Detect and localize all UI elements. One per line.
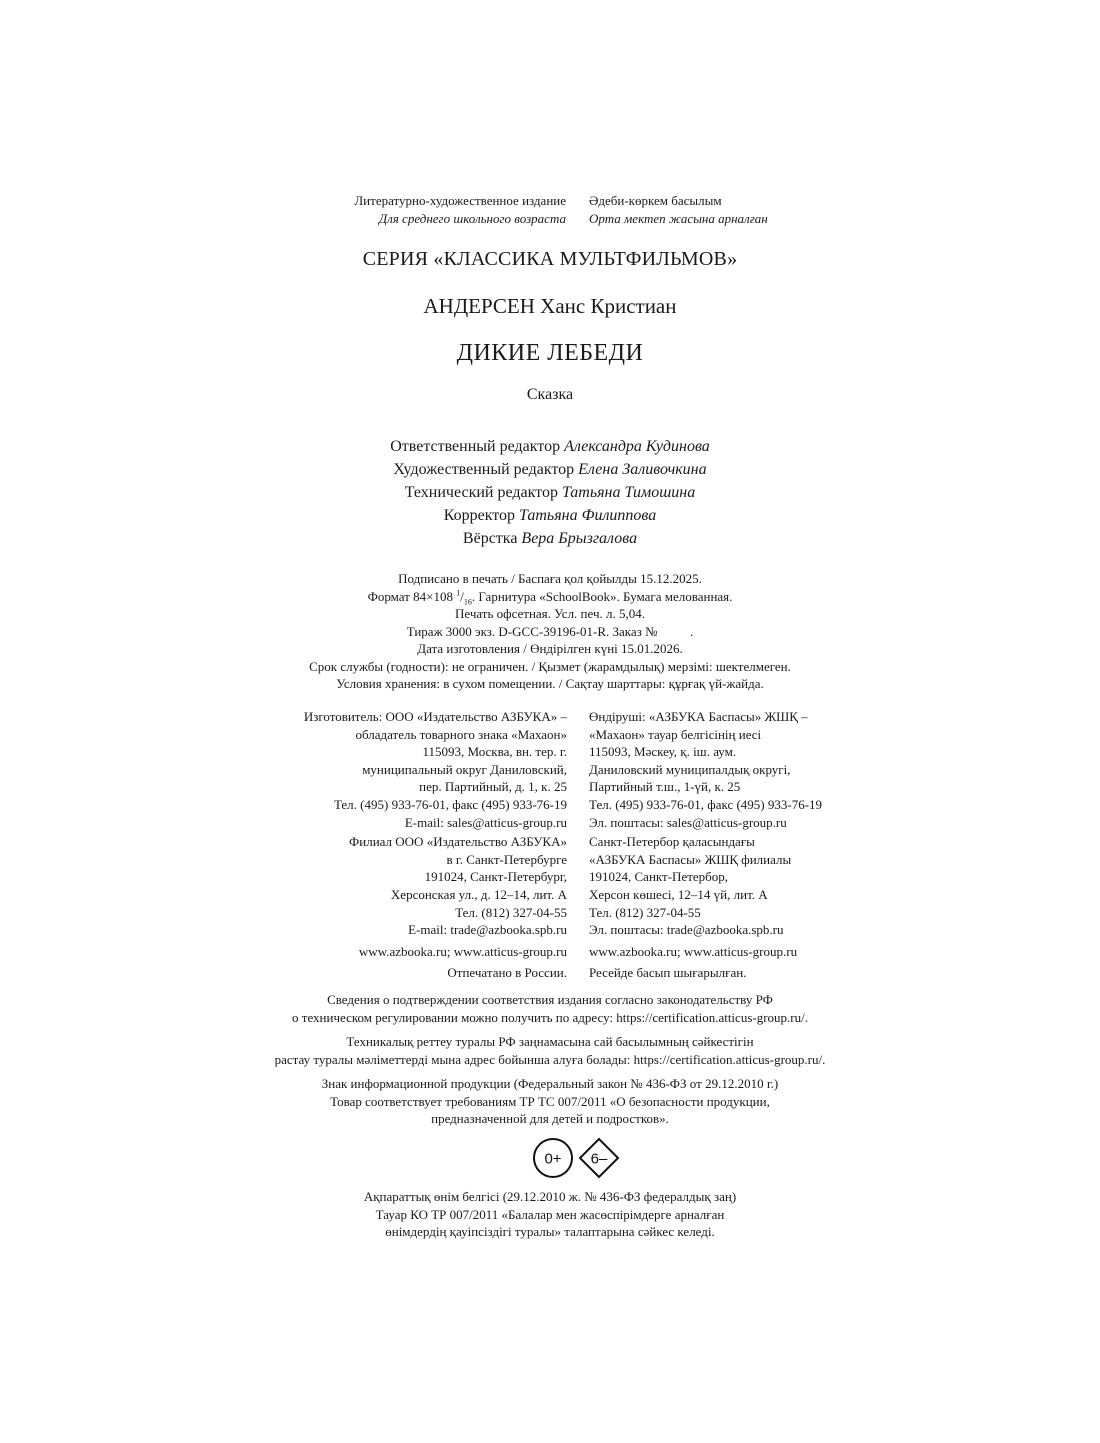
text-line: Изготовитель: ООО «Издательство АЗБУКА» – bbox=[303, 709, 567, 724]
text-line: өнімдердің қауіпсіздігі туралы» талаптарына сәйкес келеді. bbox=[385, 1224, 715, 1239]
text-line: Отпечатано в России. bbox=[447, 965, 567, 981]
text-line: Херсонская ул., д. 12–14, лит. А bbox=[390, 886, 567, 902]
text-line: Знак информационной продукции (Федеральный закон № 436-ФЗ от 29.12.2010 г.) bbox=[321, 1076, 779, 1091]
age-circle-label: 0+ bbox=[544, 1150, 562, 1168]
text-line: Партийный т.ш., 1-үй, к. 25 bbox=[589, 779, 741, 795]
credit-person: Татьяна Тимошина bbox=[561, 484, 696, 501]
text-line: 115093, Мәскеу, қ. іш. аум. bbox=[589, 744, 737, 760]
text-line: www.azbooka.ru; www.atticus-group.ru bbox=[358, 943, 567, 959]
imprint-block bbox=[0, 570, 1100, 693]
author-name: АНДЕРСЕН Ханс Кристиан bbox=[423, 294, 677, 318]
credit-line bbox=[0, 527, 1100, 550]
text-line: E-mail: trade@azbooka.spb.ru bbox=[408, 922, 567, 938]
book-title: ДИКИЕ ЛЕБЕДИ bbox=[456, 340, 644, 366]
credit-role: Художественный редактор bbox=[393, 461, 575, 478]
imprint-format: Формат 84×108 $^1/_{16}$. Гарнитура «SchoolBook». Бумага мелованная. bbox=[367, 588, 733, 607]
age-group-kz: Орта мектеп жасына арналған bbox=[589, 211, 768, 226]
age-group-ru: Для среднего школьного возраста bbox=[378, 211, 566, 226]
imprint-date: Дата изготовления / Өндірілген күні 15.01.2026. bbox=[417, 641, 683, 656]
text-line: о техническом регулировании можно получить по адресу: https://certification.atticus-group.ru/. bbox=[292, 1009, 808, 1025]
credit-role: Корректор bbox=[443, 507, 516, 524]
text-line: Сведения о подтверждении соответствия издания согласно законодательству РФ bbox=[327, 992, 773, 1007]
credits bbox=[0, 435, 1100, 550]
imprint-print: Печать офсетная. Усл. печ. л. 5,04. bbox=[454, 606, 645, 621]
imprint-signed: Подписано в печать / Баспаға қол қойылды 15.12.2025. bbox=[398, 571, 702, 586]
credit-line bbox=[0, 435, 1100, 458]
text-line: обладатель товарного знака «Махаон» bbox=[355, 726, 567, 742]
text-line: Ресейде басып шығарылған. bbox=[589, 965, 747, 981]
text-line: Тел. (495) 933-76-01, факс (495) 933-76-19 bbox=[333, 796, 567, 812]
text-line: пер. Партийный, д. 1, к. 25 bbox=[419, 779, 567, 795]
text-line: Өндіруші: «АЗБУКА Баспасы» ЖШҚ – bbox=[589, 709, 808, 724]
age-rating-badges bbox=[531, 1136, 625, 1180]
credit-role: Ответственный редактор bbox=[390, 438, 561, 455]
text-line: 191024, Санкт-Петербор, bbox=[589, 869, 729, 885]
credit-role: Вёрстка bbox=[462, 530, 518, 547]
credit-person: Елена Заливочкина bbox=[578, 461, 707, 478]
credit-role: Технический редактор bbox=[404, 484, 558, 501]
certification-kz bbox=[0, 1033, 1100, 1068]
credit-person: Вера Брызгалова bbox=[521, 530, 638, 547]
info-sign-ru bbox=[0, 1075, 1100, 1128]
credit-line bbox=[0, 481, 1100, 504]
series-title: СЕРИЯ «КЛАССИКА МУЛЬТФИЛЬМОВ» bbox=[362, 248, 738, 270]
text-line: Тауар КО ТР 007/2011 «Балалар мен жасөспірімдерге арналған bbox=[375, 1206, 725, 1222]
imprint-shelf-life: Срок службы (годности): не ограничен. / Қызмет (жарамдылық) мерзімі: шектелмеген. bbox=[309, 658, 791, 674]
text-line: www.azbooka.ru; www.atticus-group.ru bbox=[589, 943, 798, 959]
text-line: Даниловский муниципалдық округі, bbox=[589, 761, 791, 777]
text-line: Эл. поштасы: sales@atticus-group.ru bbox=[589, 814, 787, 830]
credit-person: Татьяна Филиппова bbox=[519, 507, 657, 524]
text-line: Санкт-Петербор қаласындағы bbox=[589, 834, 755, 850]
text-line: Ақпараттық өнім белгісі (29.12.2010 ж. № 436-ФЗ федералдық заң) bbox=[363, 1189, 737, 1204]
age-diamond-label: 6– bbox=[590, 1150, 608, 1168]
edition-type-kz: Әдеби-көркем басылым bbox=[589, 193, 722, 208]
text-line: в г. Санкт-Петербурге bbox=[446, 851, 567, 867]
text-line: E-mail: sales@atticus-group.ru bbox=[404, 814, 567, 830]
imprint-run: Тираж 3000 экз. D-GCC-39196-01-R. Заказ № . bbox=[406, 623, 694, 639]
text-line: муниципальный округ Даниловский, bbox=[362, 761, 567, 777]
text-line: Тел. (812) 327-04-55 bbox=[455, 904, 567, 920]
text-line: 191024, Санкт-Петербург, bbox=[424, 869, 567, 885]
text-line: Тел. (812) 327-04-55 bbox=[589, 904, 701, 920]
text-line: Техникалық реттеу туралы РФ заңнамасына сай басылымның сәйкестігін bbox=[346, 1034, 754, 1049]
text-line: предназначенной для детей и подростков». bbox=[431, 1111, 669, 1126]
text-line: Филиал ООО «Издательство АЗБУКА» bbox=[348, 834, 567, 850]
info-sign-kz bbox=[0, 1188, 1100, 1241]
text-line: «Махаон» тауар белгісінің иесі bbox=[589, 726, 762, 742]
credit-line bbox=[0, 458, 1100, 481]
credit-person: Александра Кудинова bbox=[564, 438, 710, 455]
credit-line bbox=[0, 504, 1100, 527]
edition-type-ru: Литературно-художественное издание bbox=[354, 193, 566, 208]
manufacturer-ru bbox=[304, 708, 567, 982]
certification-ru bbox=[0, 991, 1100, 1026]
imprint-storage: Условия хранения: в сухом помещении. / Сақтау шарттары: құрғақ үй-жайда. bbox=[336, 676, 764, 691]
text-line: 115093, Москва, вн. тер. г. bbox=[422, 744, 567, 760]
manufacturer-kz bbox=[589, 708, 822, 982]
text-line: растау туралы мәліметтерді мына адрес бойынша алуға болады: https://certification.atticus-group.ru/. bbox=[274, 1051, 826, 1067]
text-line: Херсон көшесі, 12–14 үй, лит. А bbox=[589, 886, 768, 902]
text-line: Товар соответствует требованиям ТР ТС 007/2011 «О безопасности продукции, bbox=[330, 1093, 770, 1109]
text-line: Тел. (495) 933-76-01, факс (495) 933-76-19 bbox=[589, 796, 823, 812]
genre: Сказка bbox=[526, 386, 574, 403]
text-line: «АЗБУКА Баспасы» ЖШҚ филиалы bbox=[589, 851, 792, 867]
text-line: Эл. поштасы: trade@azbooka.spb.ru bbox=[589, 922, 784, 938]
